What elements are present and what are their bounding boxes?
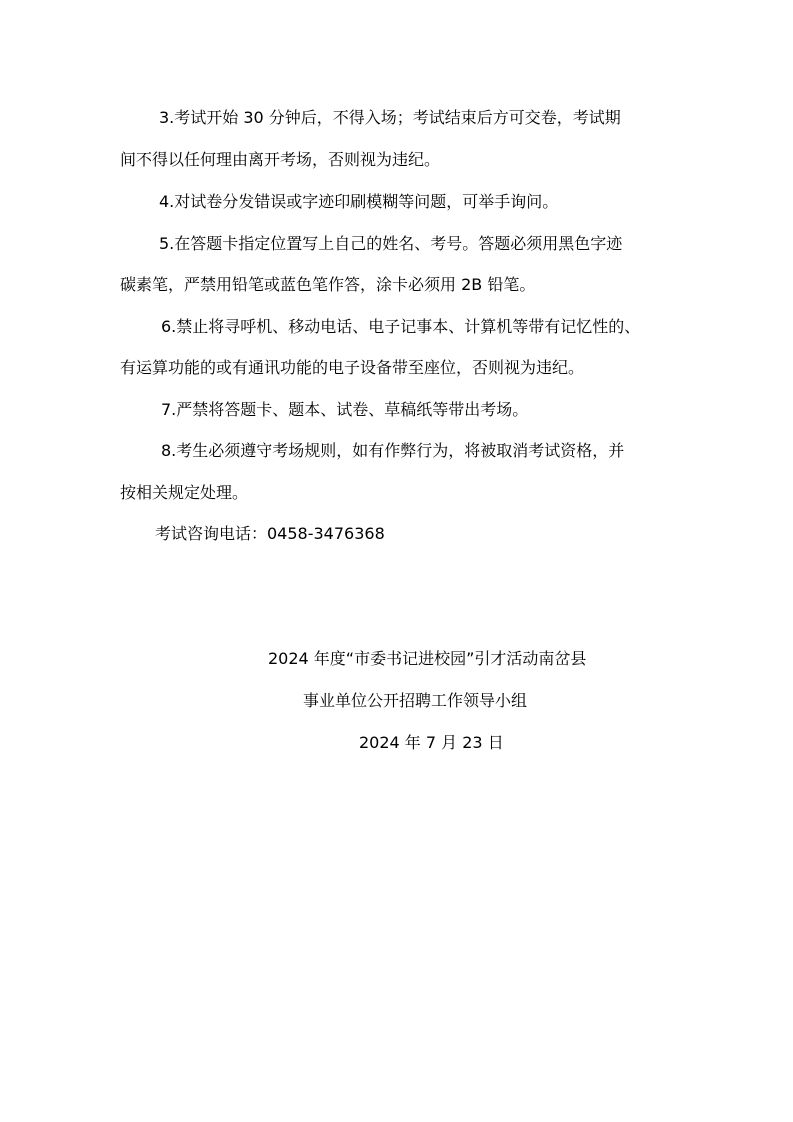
rule-5-line-1: 5.在答题卡指定位置写上自己的姓名、考号。答题必须用黑色字迹 bbox=[159, 234, 623, 253]
rule-3-line-2: 间不得以任何理由离开考场，否则视为违纪。 bbox=[120, 150, 441, 169]
consultation-phone: 考试咨询电话：0458-3476368 bbox=[155, 524, 385, 543]
rule-6-line-1: 6.禁止将寻呼机、移动电话、电子记事本、计算机等带有记忆性的、 bbox=[161, 317, 641, 336]
rule-7-line: 7.严禁将答题卡、题本、试卷、草稿纸等带出考场。 bbox=[161, 400, 529, 419]
signature-org-line-2: 事业单位公开招聘工作领导小组 bbox=[303, 691, 528, 710]
signature-date: 2024 年 7 月 23 日 bbox=[359, 733, 504, 752]
rule-8-line-2: 按相关规定处理。 bbox=[120, 483, 249, 502]
rule-8-line-1: 8.考生必须遵守考场规则，如有作弊行为，将被取消考试资格，并 bbox=[161, 441, 625, 460]
rule-6-line-2: 有运算功能的或有通讯功能的电子设备带至座位，否则视为违纪。 bbox=[120, 358, 585, 377]
rule-3-line-1: 3.考试开始 30 分钟后，不得入场；考试结束后方可交卷，考试期 bbox=[159, 108, 621, 127]
rule-4-line: 4.对试卷分发错误或字迹印刷模糊等问题，可举手询问。 bbox=[159, 192, 559, 211]
rule-5-line-2: 碳素笔，严禁用铅笔或蓝色笔作答，涂卡必须用 2B 铅笔。 bbox=[120, 275, 536, 294]
signature-org-line-1: 2024 年度“市委书记进校园”引才活动南岔县 bbox=[268, 649, 587, 668]
